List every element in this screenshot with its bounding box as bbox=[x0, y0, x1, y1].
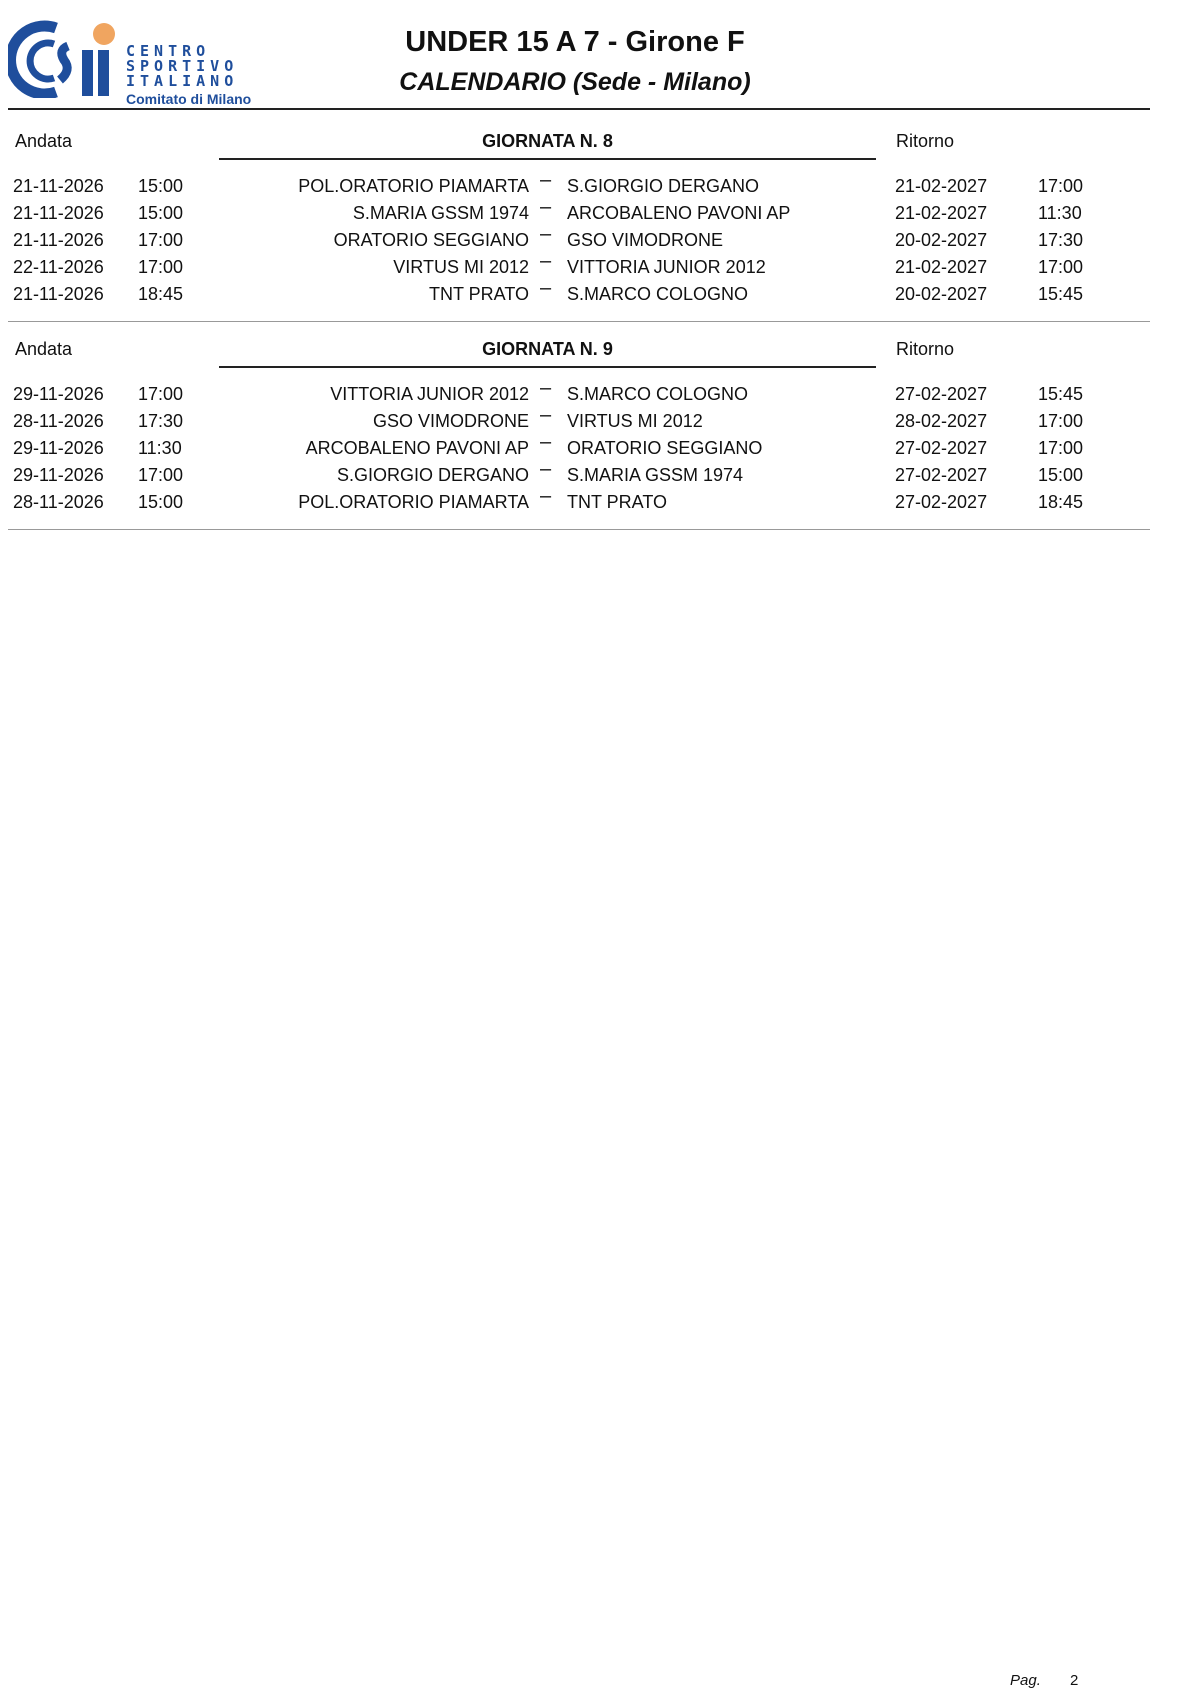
section-divider bbox=[8, 321, 1150, 322]
away-team: ARCOBALENO PAVONI AP bbox=[567, 203, 791, 223]
andata-date: 21-11-2026 bbox=[13, 203, 104, 223]
home-team: POL.ORATORIO PIAMARTA bbox=[298, 492, 529, 512]
ritorno-time: 17:00 bbox=[1038, 176, 1084, 196]
ritorno-time: 18:45 bbox=[1038, 492, 1084, 512]
home-team: VIRTUS MI 2012 bbox=[393, 257, 529, 277]
home-team: GSO VIMODRONE bbox=[372, 411, 529, 431]
away-team: S.MARCO COLOGNO bbox=[567, 284, 749, 304]
logo-subtitle: Comitato di Milano bbox=[126, 91, 252, 107]
ritorno-time: 17:00 bbox=[1038, 257, 1084, 277]
andata-time: 17:00 bbox=[138, 257, 184, 277]
ritorno-time: 15:45 bbox=[1038, 284, 1084, 304]
home-team: S.MARIA GSSM 1974 bbox=[352, 203, 529, 223]
page-number: 2 bbox=[1070, 1672, 1079, 1689]
match-dash: – bbox=[540, 169, 552, 191]
page-subtitle: CALENDARIO (Sede - Milano) bbox=[399, 68, 751, 96]
section-divider bbox=[8, 529, 1150, 530]
match-row bbox=[0, 485, 1200, 519]
round-title-divider bbox=[219, 158, 876, 160]
match-dash: – bbox=[540, 377, 552, 399]
round-section bbox=[0, 131, 1200, 341]
andata-time: 17:00 bbox=[138, 384, 184, 404]
ritorno-label: Ritorno bbox=[896, 131, 955, 151]
match-dash: – bbox=[540, 277, 552, 299]
ritorno-date: 27-02-2027 bbox=[895, 384, 988, 404]
andata-date: 29-11-2026 bbox=[13, 465, 104, 485]
page-title: UNDER 15 A 7 - Girone F bbox=[405, 26, 745, 58]
home-team: S.GIORGIO DERGANO bbox=[336, 465, 529, 485]
logo-line: SPORTIVO bbox=[126, 57, 239, 75]
match-dash: – bbox=[540, 196, 552, 218]
home-team: VITTORIA JUNIOR 2012 bbox=[330, 384, 529, 404]
ritorno-date: 27-02-2027 bbox=[895, 492, 988, 512]
away-team: VIRTUS MI 2012 bbox=[567, 411, 703, 431]
andata-date: 29-11-2026 bbox=[13, 438, 104, 458]
page-header bbox=[0, 0, 1200, 110]
match-dash: – bbox=[540, 404, 552, 426]
ritorno-date: 20-02-2027 bbox=[895, 284, 988, 304]
match-row bbox=[0, 196, 1200, 230]
ritorno-time: 17:00 bbox=[1038, 438, 1084, 458]
away-team: TNT PRATO bbox=[567, 492, 668, 512]
away-team: ORATORIO SEGGIANO bbox=[567, 438, 763, 458]
round-title: GIORNATA N. 8 bbox=[482, 131, 613, 151]
home-team: ARCOBALENO PAVONI AP bbox=[305, 438, 529, 458]
andata-date: 21-11-2026 bbox=[13, 284, 104, 304]
andata-time: 17:00 bbox=[138, 230, 184, 250]
away-team: VITTORIA JUNIOR 2012 bbox=[567, 257, 766, 277]
andata-time: 11:30 bbox=[138, 438, 182, 458]
andata-time: 15:00 bbox=[138, 492, 184, 512]
match-row bbox=[0, 223, 1200, 257]
ritorno-date: 27-02-2027 bbox=[895, 465, 988, 485]
andata-time: 15:00 bbox=[138, 176, 184, 196]
round-title-divider bbox=[219, 366, 876, 368]
logo-line: CENTRO bbox=[126, 42, 211, 60]
match-row bbox=[0, 277, 1200, 311]
andata-label: Andata bbox=[15, 131, 73, 151]
match-dash: – bbox=[540, 223, 552, 245]
andata-time: 17:30 bbox=[138, 411, 184, 431]
ritorno-date: 27-02-2027 bbox=[895, 438, 988, 458]
match-row bbox=[0, 169, 1200, 203]
header-divider bbox=[8, 108, 1150, 110]
round-title: GIORNATA N. 9 bbox=[482, 339, 613, 359]
page-label: Pag. bbox=[1010, 1672, 1041, 1689]
match-row bbox=[0, 431, 1200, 465]
away-team: GSO VIMODRONE bbox=[567, 230, 724, 250]
ritorno-time: 15:00 bbox=[1038, 465, 1084, 485]
round-section bbox=[0, 339, 1200, 549]
andata-date: 29-11-2026 bbox=[13, 384, 104, 404]
match-dash: – bbox=[540, 250, 552, 272]
andata-date: 22-11-2026 bbox=[13, 257, 104, 277]
andata-time: 15:00 bbox=[138, 203, 184, 223]
andata-date: 21-11-2026 bbox=[13, 230, 104, 250]
andata-time: 18:45 bbox=[138, 284, 184, 304]
match-row bbox=[0, 458, 1200, 492]
andata-time: 17:00 bbox=[138, 465, 184, 485]
home-team: POL.ORATORIO PIAMARTA bbox=[298, 176, 529, 196]
ritorno-date: 28-02-2027 bbox=[895, 411, 988, 431]
ritorno-time: 11:30 bbox=[1038, 203, 1082, 223]
ritorno-time: 15:45 bbox=[1038, 384, 1084, 404]
andata-date: 21-11-2026 bbox=[13, 176, 104, 196]
ritorno-time: 17:00 bbox=[1038, 411, 1084, 431]
andata-date: 28-11-2026 bbox=[13, 411, 104, 431]
ritorno-date: 21-02-2027 bbox=[895, 203, 988, 223]
home-team: TNT PRATO bbox=[428, 284, 529, 304]
match-row bbox=[0, 404, 1200, 438]
ritorno-date: 21-02-2027 bbox=[895, 176, 988, 196]
andata-label: Andata bbox=[15, 339, 73, 359]
match-dash: – bbox=[540, 485, 552, 507]
away-team: S.GIORGIO DERGANO bbox=[567, 176, 760, 196]
match-dash: – bbox=[540, 431, 552, 453]
away-team: S.MARCO COLOGNO bbox=[567, 384, 749, 404]
away-team: S.MARIA GSSM 1974 bbox=[567, 465, 744, 485]
ritorno-label: Ritorno bbox=[896, 339, 955, 359]
match-row bbox=[0, 250, 1200, 284]
andata-date: 28-11-2026 bbox=[13, 492, 104, 512]
match-row bbox=[0, 377, 1200, 411]
home-team: ORATORIO SEGGIANO bbox=[333, 230, 529, 250]
ritorno-time: 17:30 bbox=[1038, 230, 1084, 250]
page-footer bbox=[1010, 1672, 1079, 1689]
logo-line: ITALIANO bbox=[126, 72, 239, 90]
ritorno-date: 21-02-2027 bbox=[895, 257, 988, 277]
match-dash: – bbox=[540, 458, 552, 480]
ritorno-date: 20-02-2027 bbox=[895, 230, 988, 250]
